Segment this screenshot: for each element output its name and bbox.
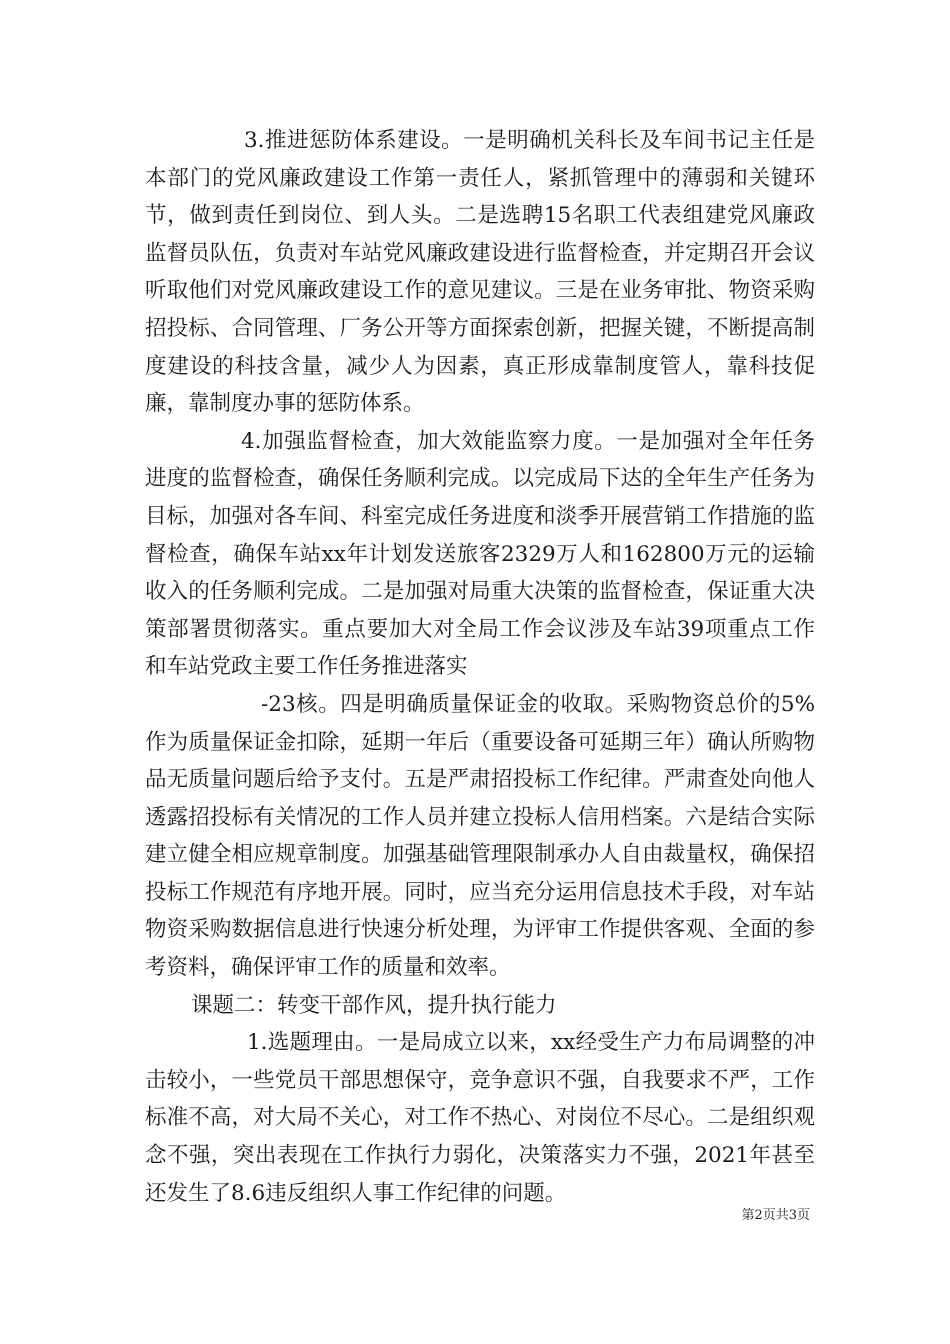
page-number-footer: 第2页共3页 — [741, 1208, 810, 1223]
paragraph-3-anti-corruption-system: 3.推进惩防体系建设。一是明确机关科长及车间书记主任是本部门的党风廉政建设工作第一责任人，紧抓管理中的薄弱和关键环节，做到责任到岗位、到人头。二是选聘15名职工代表组建党风廉政监督员队伍，负责对车站党风廉政建设进行监督检查，并定期召开会议听取他们对党风廉政建设工作的意见建议。三是在业务审批、物资采购招投标、合同管理、厂务公开等方面探索创新，把握关键，不断提高制度建设的科技含量，减少人为因素，真正形成靠制度管人，靠科技促廉，靠制度办事的惩防体系。 — [145, 128, 815, 417]
paragraph-quality-deposit: -23核。四是明确质量保证金的收取。采购物资总价的5%作为质量保证金扣除，延期一年后（重要设备可延期三年）确认所购物品无质量问题后给予支付。五是严肃招投标工作纪律。严肃查处向他人透露招投标有关情况的工作人员并建立投标人信用档案。六是结合实际建立健全相应规章制度。加强基础管理限制承办人自由裁量权，确保招投标工作规范有序地开展。同时，应当充分运用信息技术手段，对车站物资采购数据信息进行快速分析处理，为评审工作提供客观、全面的参考资料，确保评审工作的质量和效率。 — [145, 691, 815, 981]
paragraph-topic-reason: 1.选题理由。一是局成立以来，xx经受生产力布局调整的冲击较小，一些党员干部思想保守，竞争意识不强，自我要求不严，工作标准不高，对大局不关心，对工作不热心、对岗位不尽心。二是组织观念不强，突出表现在工作执行力弱化，决策落实力不强，2021年甚至还发生了8.6违反组织人事工作纪律的问题。 — [145, 1030, 815, 1206]
body-text — [145, 122, 815, 1212]
section-heading-topic-2: 课题二：转变干部作风，提升执行能力 — [191, 992, 557, 1018]
paragraph-4-supervision: 4.加强监督检查，加大效能监察力度。一是加强对全年任务进度的监督检查，确保任务顺利完成。以完成局下达的全年生产任务为目标，加强对各车间、科室完成任务进度和淡季开展营销工作措施的监督检查，确保车站xx年计划发送旅客2329万人和162800万元的运输收入的任务顺利完成。二是加强对局重大决策的监督检查，保证重大决策部署贯彻落实。重点要加大对全局工作会议涉及车站39项重点工作和车站党政主要工作任务推进落实 — [145, 428, 815, 680]
